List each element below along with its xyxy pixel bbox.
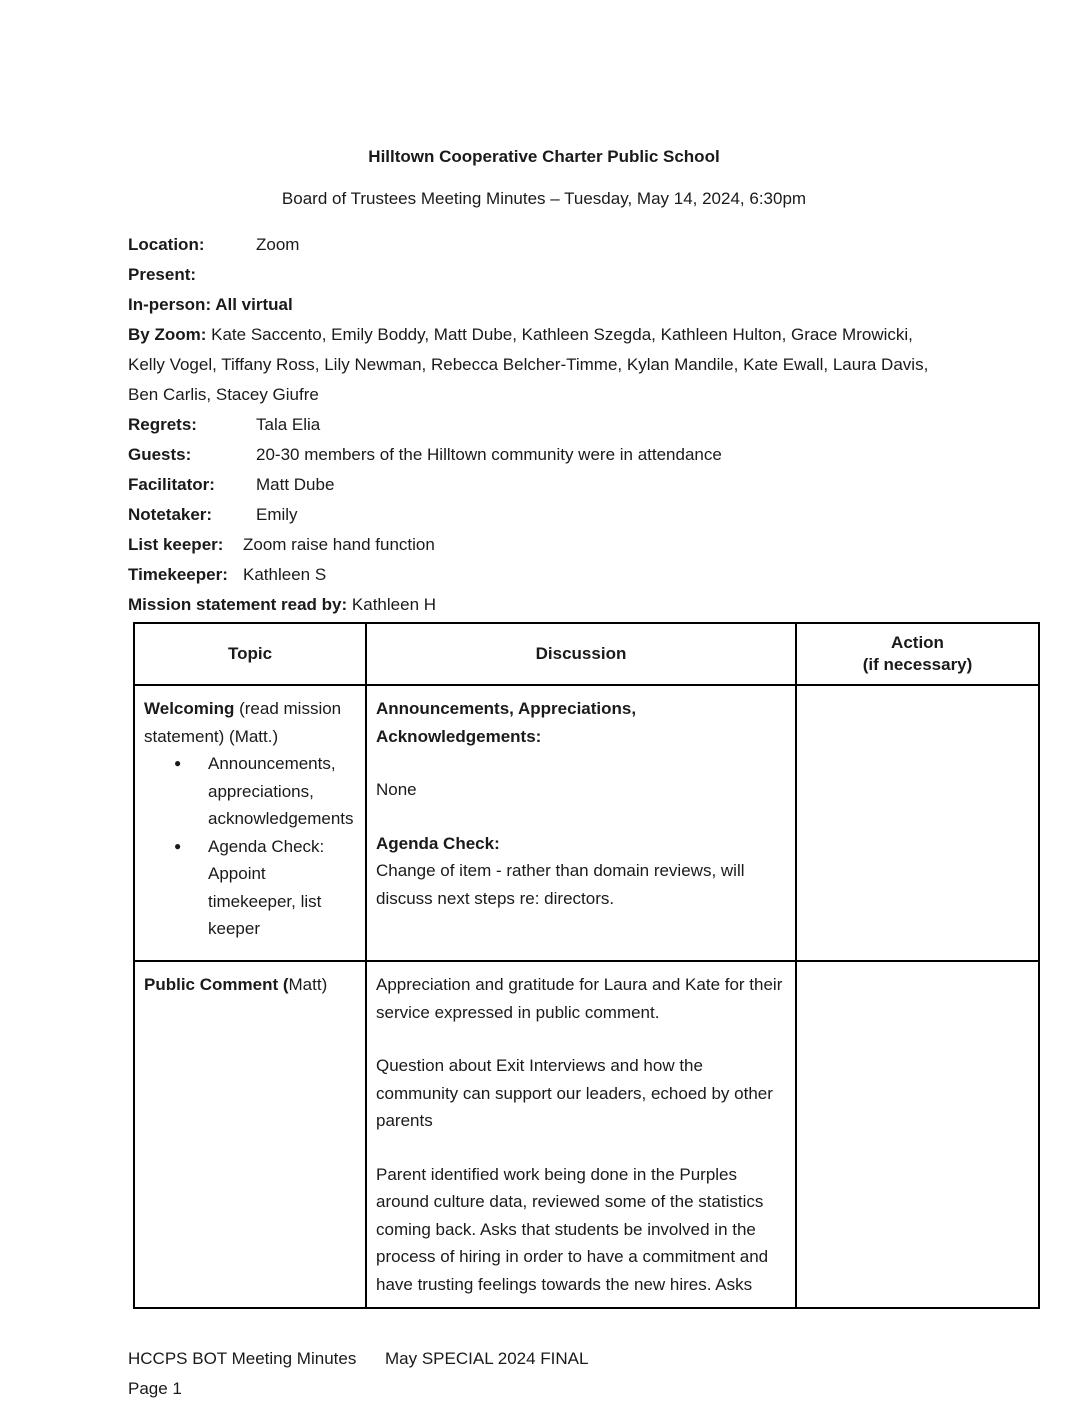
- present-label: Present:: [128, 265, 197, 284]
- topic-public-comment-rest: Matt): [288, 975, 328, 994]
- header-action-line2: (if necessary): [862, 655, 973, 674]
- footer-doc-version: May SPECIAL 2024 FINAL: [385, 1349, 589, 1368]
- minutes-table: [133, 622, 1040, 1309]
- footer-doc-name: HCCPS BOT Meeting Minutes: [128, 1349, 357, 1368]
- meta-in-person: In-person: All virtual: [128, 295, 293, 314]
- topic-welcoming-rest: (read mission statement) (Matt.): [144, 699, 342, 746]
- regrets-label: Regrets:: [128, 415, 197, 434]
- meta-timekeeper: [128, 560, 968, 590]
- facilitator-value: Matt Dube: [256, 475, 335, 494]
- document-title: Hilltown Cooperative Charter Public School: [368, 147, 720, 166]
- list-keeper-label: List keeper:: [128, 535, 224, 554]
- page-footer: [128, 1344, 1038, 1404]
- action-cell: [796, 685, 1039, 961]
- by-zoom-label: By Zoom:: [128, 325, 207, 344]
- facilitator-label: Facilitator:: [128, 475, 215, 494]
- topic-bullet-list: [144, 750, 356, 943]
- meta-facilitator: [128, 470, 968, 500]
- table-header-row: [134, 623, 1039, 685]
- meta-list-keeper: [128, 530, 968, 560]
- meta-by-zoom: [128, 320, 950, 410]
- list-item: [144, 750, 356, 833]
- discussion-paragraph: Appreciation and gratitude for Laura and Kate for their service expressed in public comment.: [376, 975, 783, 1022]
- mission-label: Mission statement read by:: [128, 595, 348, 614]
- footer-page-number: Page 1: [128, 1379, 182, 1398]
- bullet-icon: ●: [174, 838, 182, 853]
- meta-guests: [128, 440, 968, 470]
- location-value: Zoom: [256, 235, 300, 254]
- action-cell: [796, 961, 1039, 1308]
- meta-regrets: [128, 410, 968, 440]
- footer-line1: [128, 1344, 1038, 1374]
- topic-cell-public-comment: [134, 961, 366, 1308]
- discussion-paragraph: None: [376, 780, 417, 799]
- guests-value: 20-30 members of the Hilltown community were in attendance: [256, 445, 722, 464]
- document-subtitle: Board of Trustees Meeting Minutes – Tuesday, May 14, 2024, 6:30pm: [281, 189, 807, 208]
- timekeeper-label: Timekeeper:: [128, 565, 228, 584]
- mission-value: Kathleen H: [351, 595, 437, 614]
- notetaker-label: Notetaker:: [128, 505, 213, 524]
- meeting-meta-block: [128, 230, 968, 620]
- discussion-cell-public-comment: [366, 961, 796, 1308]
- meta-notetaker: [128, 500, 968, 530]
- topic-cell-welcoming: [134, 685, 366, 961]
- topic-public-comment-bold: Public Comment (: [144, 975, 289, 994]
- meta-mission-statement: [128, 590, 968, 620]
- guests-label: Guests:: [128, 445, 192, 464]
- header-action: [796, 623, 1039, 685]
- meta-location: [128, 230, 968, 260]
- topic-welcoming-bold: Welcoming: [144, 699, 235, 718]
- bullet-text: Agenda Check: Appoint timekeeper, list keeper: [208, 836, 325, 938]
- bullet-text: Announcements, appreciations, acknowledgements: [208, 754, 354, 828]
- regrets-value: Tala Elia: [256, 415, 321, 434]
- discussion-heading-announcements: Announcements, Appreciations, Acknowledgements:: [376, 699, 637, 746]
- header-action-line1: Action: [891, 633, 944, 652]
- bullet-icon: ●: [174, 756, 182, 770]
- header-topic: Topic: [134, 623, 366, 685]
- discussion-paragraph: Question about Exit Interviews and how the community can support our leaders, echoed by other parents: [376, 1056, 773, 1130]
- discussion-paragraph: Parent identified work being done in the Purples around culture data, reviewed some of the statistics coming back. Asks that students be involved in the process of hiring in order to have a commitment and have trusting feelings towards the new hires. Asks: [376, 1164, 769, 1294]
- by-zoom-value: Kate Saccento, Emily Boddy, Matt Dube, Kathleen Szegda, Kathleen Hulton, Grace Mrowicki, Kelly Vogel, Tiffany Ross, Lily Newman, Rebecca Belcher-Timme, Kylan Mandile, Kate Ewall, Laura Davis, Ben Carlis, Stacey Giufre: [128, 325, 929, 404]
- notetaker-value: Emily: [256, 505, 298, 524]
- table-row-public-comment: [134, 961, 1039, 1308]
- location-label: Location:: [128, 235, 205, 254]
- table-row-welcoming: [134, 685, 1039, 961]
- timekeeper-value: Kathleen S: [243, 565, 327, 584]
- list-item: [144, 833, 356, 943]
- discussion-cell-welcoming: [366, 685, 796, 961]
- header-discussion: Discussion: [366, 623, 796, 685]
- discussion-paragraph: Change of item - rather than domain reviews, will discuss next steps re: directors.: [376, 861, 745, 908]
- discussion-heading-agenda-check: Agenda Check:: [376, 833, 500, 853]
- meta-present: [128, 260, 968, 290]
- list-keeper-value: Zoom raise hand function: [243, 535, 435, 554]
